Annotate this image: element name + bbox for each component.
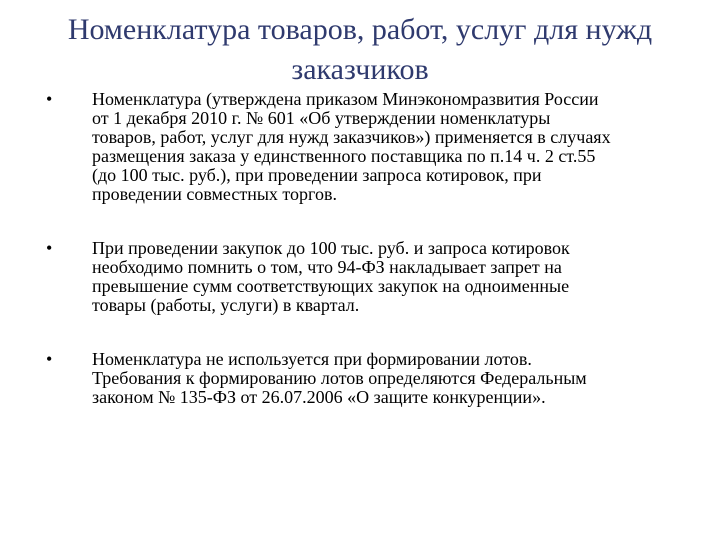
bullet-text-line: необходимо помнить о том, что 94-ФЗ накладывает запрет на [92,257,562,277]
bullet-marker: • [46,349,53,369]
bullet-marker: • [46,238,53,258]
bullet-text-line: (до 100 тыс. руб.), при проведении запроса котировок, при [92,165,542,185]
slide-title [20,10,700,90]
bullet-text-line: При проведении закупок до 100 тыс. руб. и запроса котировок [92,238,570,258]
slide-title-line: заказчиков [291,53,429,86]
bullet-text-line: Требования к формированию лотов определяются Федеральным [92,368,587,388]
bullet-marker: • [46,89,53,109]
bullet-text-line: Номенклатура (утверждена приказом Минэкономразвития России [92,89,599,109]
bullet-text-line: Номенклатура не используется при формировании лотов. [92,349,532,369]
bullet-text-line: от 1 декабря 2010 г. № 601 «Об утверждении номенклатуры [92,108,551,128]
bullet-item [0,239,720,315]
bullet-item [0,90,720,204]
bullet-list [0,90,720,407]
bullet-text-line: товары (работы, услуги) в квартал. [92,295,360,315]
bullet-text-line: товаров, работ, услуг для нужд заказчиков») применяется в случаях [92,127,611,147]
slide-title-line: Номенклатура товаров, работ, услуг для нужд [67,13,653,46]
bullet-text-line: проведении совместных торгов. [92,184,337,204]
bullet-text-line: размещения заказа у единственного поставщика по п.14 ч. 2 ст.55 [92,146,596,166]
bullet-item [0,350,720,407]
bullet-text-line: превышение сумм соответствующих закупок на одноименные [92,276,570,296]
bullet-text-line: законом № 135-ФЗ от 26.07.2006 «О защите конкуренции». [92,387,546,407]
